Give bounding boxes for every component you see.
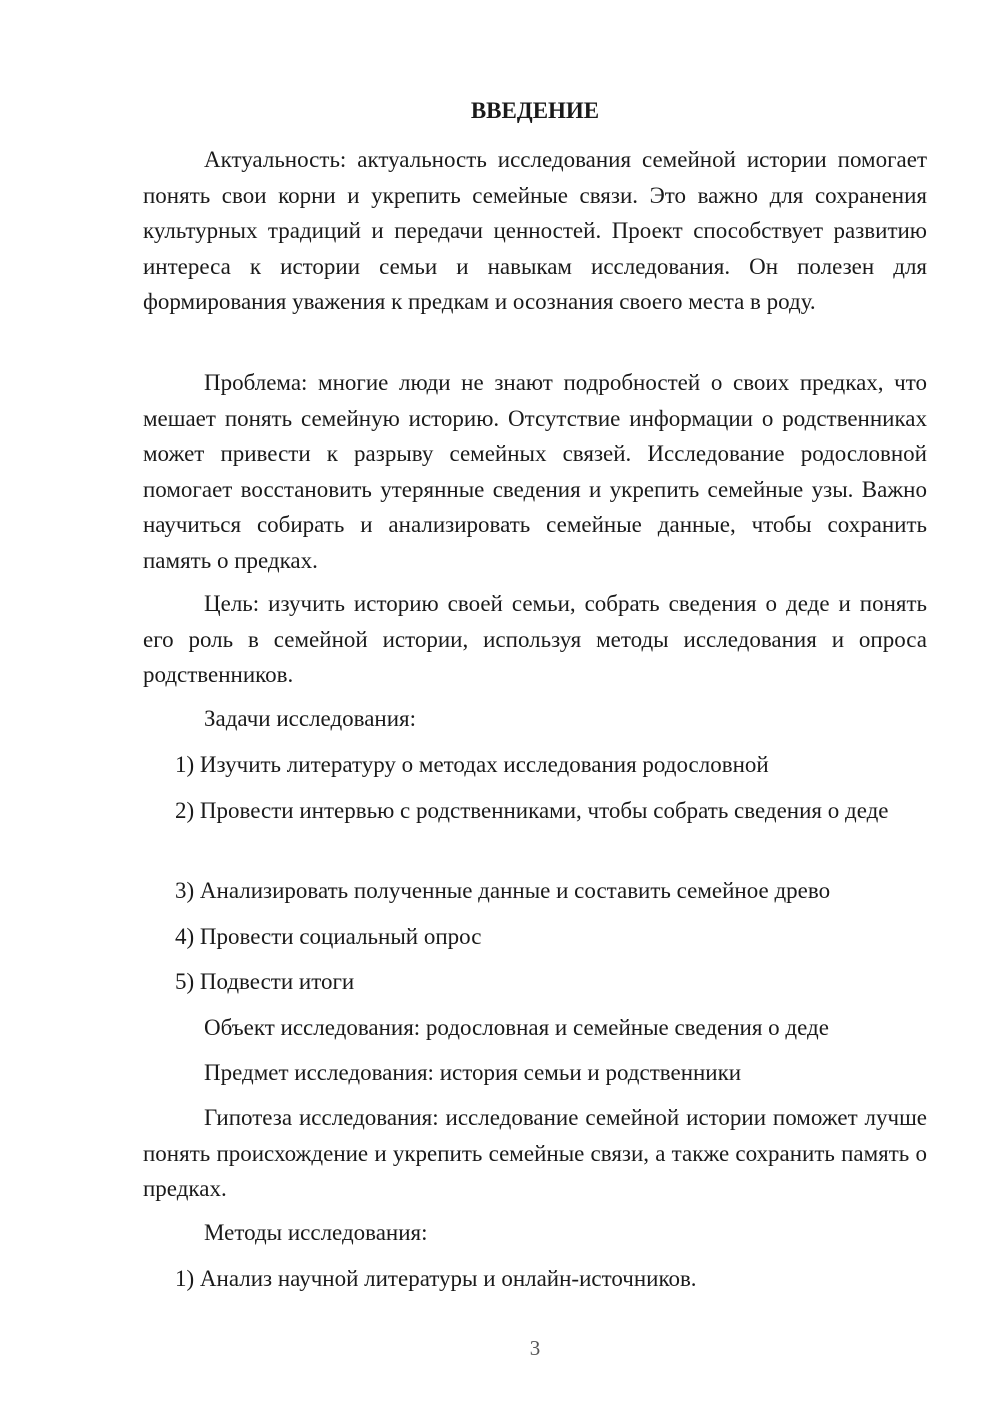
methods-heading: Методы исследования:: [204, 1220, 428, 1245]
method-item-1: 1) Анализ научной литературы и онлайн-источников.: [175, 1266, 697, 1291]
task-item-1: 1) Изучить литературу о методах исследования родословной: [175, 752, 769, 777]
page-number: 3: [529, 1336, 541, 1360]
paragraph-problem: Проблема: многие люди не знают подробностей о своих предках, что мешает понять семейную историю. Отсутствие информации о родственниках может привести к разрыву семейных связей. Исследование родословной помогает восстановить утерянные сведения и укрепить семейные узы. Важно научиться собирать и анализировать семейные данные, чтобы сохранить память о предках.: [143, 370, 927, 573]
paragraph-hypothesis: Гипотеза исследования: исследование семейной истории поможет лучше понять происхождение и укрепить семейные связи, а также сохранить память о предках.: [143, 1105, 927, 1201]
paragraph-object: Объект исследования: родословная и семейные сведения о деде: [204, 1015, 829, 1040]
tasks-heading: Задачи исследования:: [204, 706, 417, 731]
paragraph-relevance: Актуальность: актуальность исследования семейной истории помогает понять свои корни и укрепить семейные связи. Это важно для сохранения культурных традиций и передачи ценностей. Проект способствует развитию интереса к истории семьи и навыкам исследования. Он полезен для формирования уважения к предкам и осознания своего места в роду.: [143, 147, 927, 314]
task-item-3: 3) Анализировать полученные данные и составить семейное древо: [175, 878, 831, 903]
task-item-4: 4) Провести социальный опрос: [175, 924, 482, 949]
task-item-5: 5) Подвести итоги: [175, 969, 355, 994]
paragraph-goal: Цель: изучить историю своей семьи, собрать сведения о деде и понять его роль в семейной истории, используя методы исследования и опроса родственников.: [143, 591, 927, 687]
task-item-2: 2) Провести интервью с родственниками, чтобы собрать сведения о деде: [175, 798, 889, 823]
section-title: ВВЕДЕНИЕ: [470, 98, 600, 123]
paragraph-subject: Предмет исследования: история семьи и родственники: [204, 1060, 742, 1085]
